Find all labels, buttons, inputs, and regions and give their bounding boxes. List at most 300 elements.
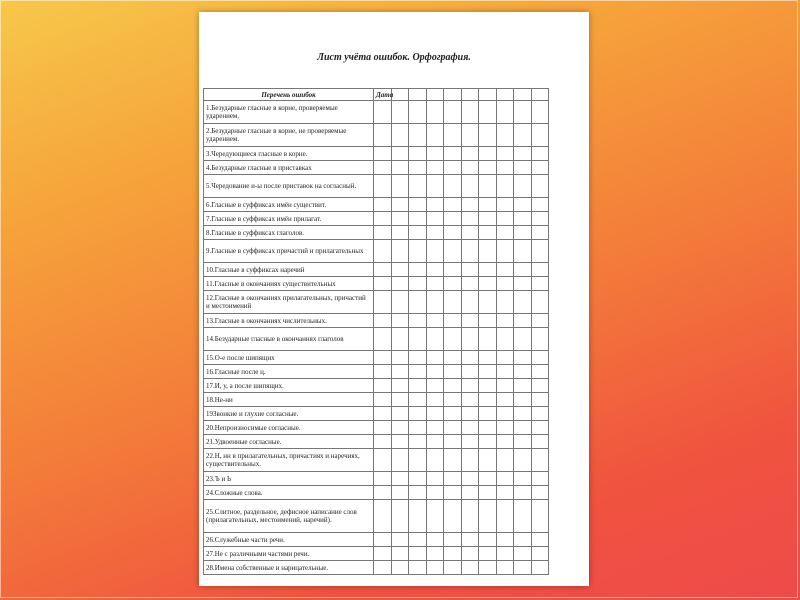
date-cell [391,379,409,393]
date-cell [391,472,409,486]
date-cell [479,226,497,240]
date-cell [461,198,479,212]
date-cell [496,486,514,500]
error-type-label: 19Звонкие и глухие согласные. [204,407,374,421]
date-cell [409,314,427,328]
date-cell [479,393,497,407]
date-cell [391,198,409,212]
date-cell [461,472,479,486]
error-type-label: 10.Гласные в суффиксах наречий [204,263,374,277]
date-cell [514,486,532,500]
date-cell [479,561,497,575]
date-cell [461,161,479,175]
date-cell [391,101,409,124]
date-cell [374,547,392,561]
date-cell [531,314,549,328]
date-cell [426,561,444,575]
table-row [204,365,549,379]
error-type-label: 5.Чередование и-ы после приставок на согласный. [204,175,374,198]
table-row [204,212,549,226]
date-cell [374,379,392,393]
date-cell [391,212,409,226]
date-cell [514,147,532,161]
date-cell [444,328,462,351]
date-cell [531,500,549,533]
date-cell [444,291,462,314]
table-row [204,147,549,161]
error-type-label: 12.Гласные в окончаниях прилагательных, причастий и местоимений [204,291,374,314]
date-cell [426,407,444,421]
date-cell [461,175,479,198]
date-cell [479,328,497,351]
date-cell [496,277,514,291]
date-cell [479,175,497,198]
date-cell [391,393,409,407]
date-cell [461,435,479,449]
date-cell [496,547,514,561]
date-cell [461,226,479,240]
date-cell [531,175,549,198]
date-cell [391,328,409,351]
table-row [204,291,549,314]
date-cell [496,124,514,147]
sheet-title-main: Лист учёта ошибок. [317,52,410,63]
date-cell [391,147,409,161]
table-row [204,240,549,263]
date-cell [496,263,514,277]
date-cell [514,101,532,124]
date-cell [531,435,549,449]
date-cell [444,314,462,328]
date-cell [496,533,514,547]
date-cell [391,561,409,575]
date-cell [409,124,427,147]
date-cell [461,500,479,533]
header-date-cell [531,89,549,101]
table-row [204,449,549,472]
date-cell [479,314,497,328]
date-cell [391,124,409,147]
table-row [204,486,549,500]
date-cell [426,147,444,161]
date-cell [479,124,497,147]
date-cell [426,161,444,175]
table-row [204,226,549,240]
date-cell [531,277,549,291]
date-cell [374,291,392,314]
date-cell [479,407,497,421]
date-cell [444,533,462,547]
date-cell [374,212,392,226]
date-cell [496,328,514,351]
date-cell [531,365,549,379]
date-cell [531,486,549,500]
date-cell [426,328,444,351]
date-cell [479,435,497,449]
date-cell [444,407,462,421]
date-cell [409,175,427,198]
error-type-label: 8.Гласные в суффиксах глаголов. [204,226,374,240]
date-cell [374,435,392,449]
date-cell [496,314,514,328]
date-cell [514,328,532,351]
error-table-body [204,101,549,575]
date-cell [531,161,549,175]
date-cell [479,500,497,533]
date-cell [479,351,497,365]
date-cell [496,449,514,472]
date-cell [409,147,427,161]
date-cell [461,277,479,291]
table-row [204,124,549,147]
date-cell [531,198,549,212]
date-cell [409,449,427,472]
error-type-label: 27.Не с различными частями речи. [204,547,374,561]
date-cell [461,547,479,561]
date-cell [479,291,497,314]
date-cell [426,175,444,198]
date-cell [461,561,479,575]
date-cell [461,291,479,314]
date-cell [496,435,514,449]
date-cell [391,407,409,421]
date-cell [514,314,532,328]
date-cell [444,472,462,486]
table-row [204,101,549,124]
header-date-cell [479,89,497,101]
date-cell [514,449,532,472]
error-type-label: 18.Не-ни [204,393,374,407]
date-cell [444,277,462,291]
table-row [204,393,549,407]
date-cell [409,547,427,561]
date-cell [514,212,532,226]
date-cell [391,314,409,328]
date-cell [496,101,514,124]
table-row [204,263,549,277]
date-cell [514,547,532,561]
date-cell [409,101,427,124]
table-row [204,561,549,575]
date-cell [409,500,427,533]
date-cell [531,393,549,407]
date-cell [426,393,444,407]
date-cell [426,547,444,561]
date-cell [444,198,462,212]
date-cell [391,291,409,314]
error-type-label: 11.Гласные в окончаниях существительных [204,277,374,291]
date-cell [444,547,462,561]
date-cell [444,263,462,277]
date-cell [426,212,444,226]
date-cell [514,533,532,547]
date-cell [531,212,549,226]
date-cell [514,291,532,314]
date-cell [461,365,479,379]
date-cell [426,500,444,533]
header-date-cell [409,89,427,101]
date-cell [444,486,462,500]
date-cell [531,561,549,575]
date-cell [479,449,497,472]
date-cell [461,212,479,226]
date-cell [391,240,409,263]
date-cell [444,147,462,161]
date-cell [426,472,444,486]
date-cell [409,351,427,365]
date-cell [479,161,497,175]
table-row [204,198,549,212]
date-cell [461,263,479,277]
date-cell [531,449,549,472]
date-cell [479,486,497,500]
table-row [204,435,549,449]
table-row [204,175,549,198]
date-cell [461,533,479,547]
date-cell [391,533,409,547]
date-cell [461,486,479,500]
date-cell [461,421,479,435]
date-cell [444,101,462,124]
date-cell [409,365,427,379]
date-cell [461,393,479,407]
date-cell [461,449,479,472]
error-type-label: 22.Н, нн в прилагательных, причастиях и наречиях, существительных. [204,449,374,472]
date-cell [496,175,514,198]
date-cell [426,277,444,291]
date-cell [426,351,444,365]
table-row [204,161,549,175]
date-cell [496,351,514,365]
date-cell [444,240,462,263]
date-cell [444,500,462,533]
date-cell [479,472,497,486]
date-cell [374,124,392,147]
error-type-label: 9.Гласные в суффиксах причастий и прилагательных [204,240,374,263]
date-cell [479,379,497,393]
date-cell [444,212,462,226]
date-cell [374,351,392,365]
date-cell [496,421,514,435]
date-cell [409,407,427,421]
date-cell [426,226,444,240]
date-cell [531,291,549,314]
date-cell [391,226,409,240]
date-cell [479,101,497,124]
date-cell [374,277,392,291]
table-row [204,533,549,547]
date-cell [409,393,427,407]
date-cell [409,263,427,277]
table-row [204,547,549,561]
date-cell [514,226,532,240]
header-date-cell [514,89,532,101]
date-cell [461,101,479,124]
date-cell [391,500,409,533]
date-cell [444,161,462,175]
date-cell [426,240,444,263]
table-row [204,407,549,421]
date-cell [409,212,427,226]
error-type-label: 23.Ъ и Ь [204,472,374,486]
error-type-label: 17.И, у, а после шипящих. [204,379,374,393]
date-cell [409,328,427,351]
date-cell [426,449,444,472]
error-log-sheet [199,12,589,586]
date-cell [374,421,392,435]
date-cell [374,240,392,263]
date-cell [444,365,462,379]
date-cell [514,561,532,575]
date-cell [426,314,444,328]
date-cell [514,407,532,421]
date-cell [461,328,479,351]
date-cell [444,449,462,472]
date-cell [426,379,444,393]
date-cell [409,379,427,393]
date-cell [391,486,409,500]
date-cell [496,472,514,486]
table-row [204,421,549,435]
date-cell [531,472,549,486]
date-cell [444,393,462,407]
date-cell [409,291,427,314]
date-cell [409,240,427,263]
date-cell [496,407,514,421]
date-cell [391,161,409,175]
table-row [204,351,549,365]
date-cell [444,561,462,575]
date-cell [479,547,497,561]
table-row [204,277,549,291]
date-cell [409,533,427,547]
date-cell [444,226,462,240]
header-date-cell [496,89,514,101]
error-type-label: 4.Безударные гласные в приставках [204,161,374,175]
date-cell [444,351,462,365]
date-cell [409,161,427,175]
date-cell [444,421,462,435]
date-cell [514,124,532,147]
date-cell [426,124,444,147]
date-cell [479,212,497,226]
date-cell [461,351,479,365]
date-cell [531,351,549,365]
error-type-label: 20.Непроизносимые согласные. [204,421,374,435]
date-cell [531,147,549,161]
date-cell [374,472,392,486]
error-type-label: 13.Гласные в окончаниях числительных. [204,314,374,328]
date-cell [479,263,497,277]
date-cell [531,379,549,393]
date-cell [426,291,444,314]
date-cell [496,226,514,240]
date-cell [374,393,392,407]
date-cell [374,263,392,277]
date-cell [496,365,514,379]
date-cell [531,240,549,263]
date-cell [409,472,427,486]
error-type-label: 3.Чередующиеся гласные в корне. [204,147,374,161]
date-cell [461,124,479,147]
date-cell [374,365,392,379]
date-cell [461,314,479,328]
date-cell [391,365,409,379]
date-cell [426,101,444,124]
date-cell [496,198,514,212]
date-cell [531,124,549,147]
header-date-cell [461,89,479,101]
error-table [203,88,549,575]
date-cell [514,393,532,407]
date-cell [514,161,532,175]
error-type-label: 6.Гласные в суффиксах имён существит. [204,198,374,212]
date-cell [479,533,497,547]
date-cell [409,226,427,240]
date-cell [496,561,514,575]
date-cell [374,147,392,161]
date-cell [374,175,392,198]
date-cell [426,486,444,500]
date-cell [479,277,497,291]
date-cell [514,365,532,379]
date-cell [531,421,549,435]
date-cell [496,161,514,175]
error-type-label: 26.Служебные части речи. [204,533,374,547]
date-cell [409,198,427,212]
date-cell [514,263,532,277]
date-cell [479,365,497,379]
date-cell [479,240,497,263]
date-cell [496,147,514,161]
date-cell [444,175,462,198]
date-cell [444,124,462,147]
error-type-label: 2.Безударные гласные в корне, не проверяемые ударением. [204,124,374,147]
date-cell [426,533,444,547]
error-type-label: 15.О-е после шипящих [204,351,374,365]
error-type-label: 14.Безударные гласные в окончаниях глаголов [204,328,374,351]
date-cell [531,263,549,277]
date-cell [514,175,532,198]
date-cell [531,547,549,561]
date-cell [409,435,427,449]
date-cell [391,421,409,435]
header-date-cell [391,89,409,101]
date-cell [391,351,409,365]
date-cell [426,435,444,449]
date-cell [514,500,532,533]
date-cell [374,328,392,351]
table-row [204,379,549,393]
date-cell [514,198,532,212]
date-cell [374,533,392,547]
header-date-cell [426,89,444,101]
header-date-cell [444,89,462,101]
date-cell [426,198,444,212]
date-cell [514,240,532,263]
date-cell [479,147,497,161]
date-cell [374,314,392,328]
date-cell [391,449,409,472]
date-cell [409,486,427,500]
sheet-title-sub: Орфография. [412,52,471,63]
date-cell [374,561,392,575]
date-cell [461,379,479,393]
date-cell [514,435,532,449]
error-type-label: 1.Безударные гласные в корне, проверяемые ударением. [204,101,374,124]
error-type-label: 16.Гласные после ц. [204,365,374,379]
date-cell [374,486,392,500]
